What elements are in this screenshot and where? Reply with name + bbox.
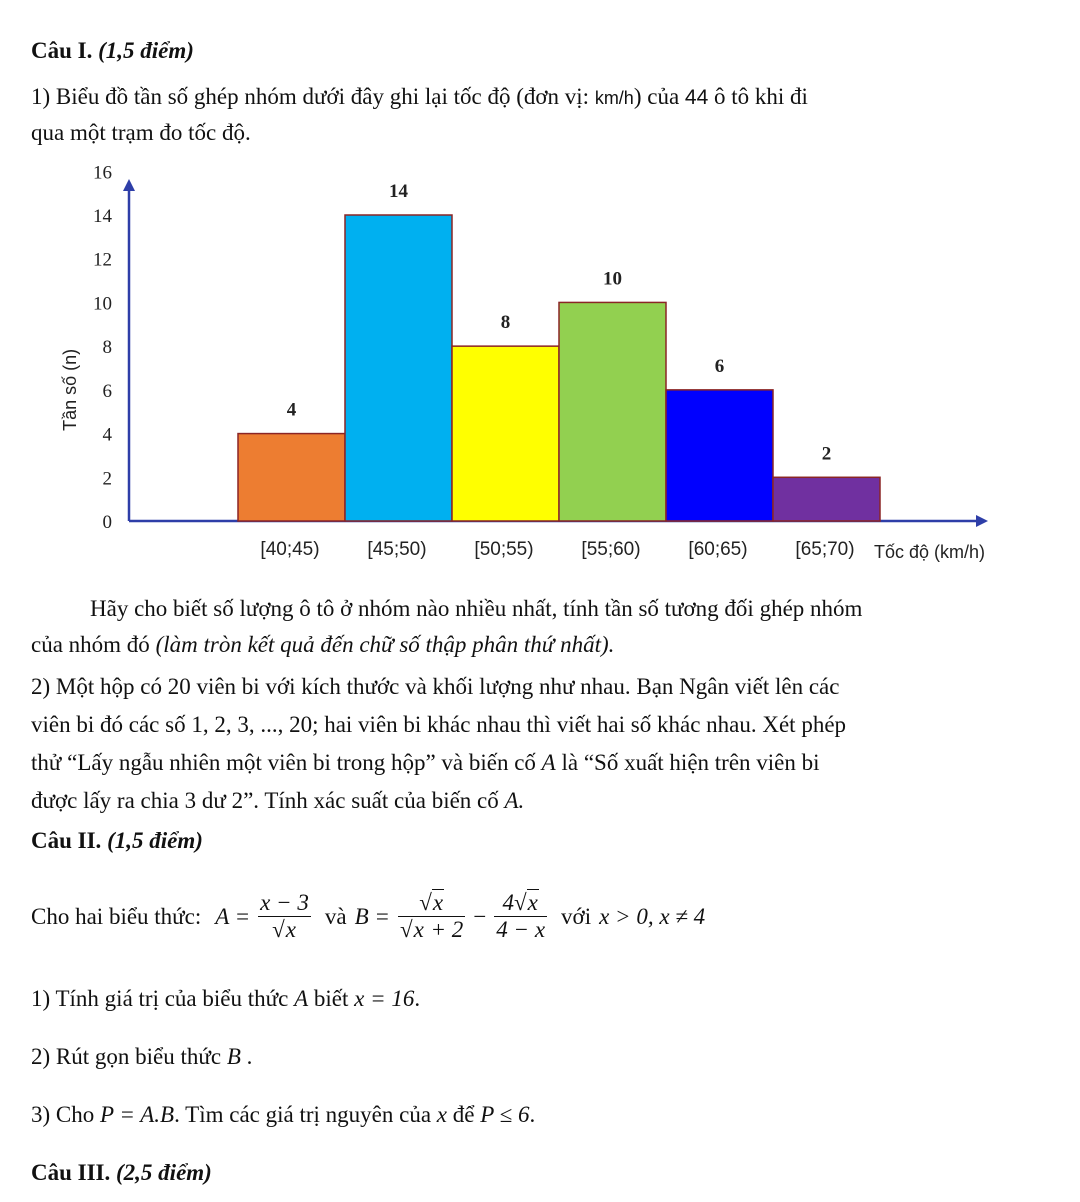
q2-i1-var: A <box>294 986 309 1011</box>
q1-ask-line2 <box>31 632 614 658</box>
y-tick-label: 14 <box>93 206 112 227</box>
q1-p2-line2: viên bi đó các số 1, 2, 3, ..., 20; hai viên bi khác nhau thì viết hai số khác nhau. Xét phép <box>31 712 847 737</box>
q2-item2 <box>31 1044 252 1070</box>
q1-p2-var-b: A. <box>504 788 525 813</box>
y-tick-label: 0 <box>102 512 112 533</box>
q2-i1-text-a: 1) Tính giá trị của biểu thức <box>31 986 289 1011</box>
q2-i2-text: 2) Rút gọn biểu thức <box>31 1044 222 1069</box>
expr-b1-numerator: √x <box>398 890 465 917</box>
y-axis-title: Tần số (n) <box>60 348 80 431</box>
q2-i2-end: . <box>246 1044 253 1069</box>
y-tick-label: 8 <box>102 337 112 359</box>
expr-b1-num-radicand: x <box>432 890 444 915</box>
q2-i3-end: . <box>529 1102 536 1127</box>
q2-points: (1,5 điểm) <box>107 828 203 853</box>
bar-value-label: 14 <box>389 181 408 202</box>
q2-i3-ineq: P ≤ 6 <box>480 1102 530 1127</box>
x-category-label: [50;55) <box>474 539 534 560</box>
histogram-bar <box>345 215 452 521</box>
x-category-label: [40;45) <box>260 539 320 560</box>
q1-p1-text-c: ô tô khi đi <box>714 84 808 109</box>
q2-expressions <box>31 890 705 943</box>
q2-i3-text-b: . Tìm các giá trị nguyên của <box>174 1102 432 1127</box>
histogram-bar <box>559 302 666 521</box>
expr-a-den-radicand: x <box>285 917 296 942</box>
expr-a-lhs: A = <box>215 903 251 929</box>
q1-p1-line1 <box>31 84 808 110</box>
q1-p2-line4 <box>31 788 524 814</box>
histogram-bar <box>666 390 773 521</box>
q1-points: (1,5 điểm) <box>98 38 194 63</box>
bar-value-label: 6 <box>714 355 725 377</box>
y-tick-label: 6 <box>102 380 112 402</box>
q2-and: và <box>324 903 347 929</box>
bar-value-label: 4 <box>286 399 297 421</box>
expr-b2-numerator: 4√x <box>494 890 547 917</box>
y-tick-label: 16 <box>93 165 112 184</box>
bar-value-label: 10 <box>603 268 622 290</box>
histogram-bar <box>773 477 880 521</box>
q2-i1-end: . <box>414 986 421 1011</box>
x-category-label: [60;65) <box>688 539 748 560</box>
expr-b-fraction-1 <box>398 890 465 943</box>
q1-p2-line1: 2) Một hộp có 20 viên bi với kích thước và khối lượng như nhau. Bạn Ngân viết lên các <box>31 674 840 699</box>
q1-p1-text-a: 1) Biểu đồ tần số ghép nhóm dưới đây ghi lại tốc độ (đơn vị: <box>31 84 590 109</box>
x-category-label: [55;60) <box>581 539 641 560</box>
q1-ask-text-a: của nhóm đó <box>31 632 150 657</box>
expr-b-fraction-2 <box>494 890 547 943</box>
histogram-bar <box>238 434 345 521</box>
q2-header <box>31 828 203 854</box>
q2-with: với <box>561 903 592 929</box>
q3-header <box>31 1160 212 1186</box>
q2-i1-text-b: biết <box>313 986 349 1011</box>
q2-i3-var: x <box>436 1102 448 1127</box>
q2-title: Câu II. <box>31 828 102 853</box>
q2-intro: Cho hai biểu thức: <box>31 903 202 929</box>
q2-item1 <box>31 986 420 1012</box>
q1-ask-text-b: (làm tròn kết quả đến chữ số thập phân thứ nhất). <box>155 632 615 657</box>
q1-p2-text-a: thử “Lấy ngẫu nhiên một viên bi trong hộp” và biến cố <box>31 750 536 775</box>
q1-p2-text-c: được lấy ra chia 3 dư 2”. Tính xác suất của biến cố <box>31 788 499 813</box>
q1-p2-line3 <box>31 750 820 776</box>
speed-histogram <box>0 165 1080 585</box>
expr-a-fraction <box>258 890 311 943</box>
bar-value-label: 8 <box>500 312 511 334</box>
q1-p2-text-b: là “Số xuất hiện trên viên bi <box>561 750 820 775</box>
y-tick-label: 10 <box>93 293 112 315</box>
expr-b-lhs: B = <box>354 903 390 929</box>
x-category-label: [65;70) <box>795 539 855 560</box>
x-axis-title: Tốc độ (km/h) <box>874 542 986 562</box>
histogram-bar <box>452 346 559 521</box>
q1-ask-line1: Hãy cho biết số lượng ô tô ở nhóm nào nhiều nhất, tính tần số tương đối ghép nhóm <box>90 596 863 621</box>
q1-p1-text-b: ) của <box>633 84 680 109</box>
expr-b-minus: − <box>473 903 487 929</box>
y-tick-label: 4 <box>102 424 112 446</box>
y-tick-label: 12 <box>93 249 112 271</box>
expr-b2-num-radicand: x <box>527 890 538 915</box>
expr-b2-denominator: 4 − x <box>496 917 546 942</box>
q1-p1-count: 44 <box>684 86 709 109</box>
q1-p2-var-a: A <box>541 750 556 775</box>
q3-title: Câu III. <box>31 1160 111 1185</box>
expr-b1-den-radicand: x <box>413 917 424 942</box>
bar-value-label: 2 <box>821 443 832 465</box>
q2-i3-eq: P = A.B <box>100 1102 175 1127</box>
q2-i3-text-a: 3) Cho <box>31 1102 95 1127</box>
q1-p1-unit: km/h <box>594 88 634 108</box>
expr-a-denominator: √x <box>272 917 296 942</box>
expr-a-numerator: x − 3 <box>260 890 309 915</box>
q1-title: Câu I. <box>31 38 93 63</box>
q2-i3-text-c: để <box>452 1102 475 1127</box>
y-axis-arrow <box>123 179 135 191</box>
q1-p1-line2: qua một trạm đo tốc độ. <box>31 120 251 145</box>
x-category-label: [45;50) <box>367 539 427 560</box>
q2-i2-var: B <box>226 1044 241 1069</box>
x-axis-arrow <box>976 515 988 527</box>
expr-b2-coef: 4 <box>502 890 514 915</box>
q2-condition: x > 0, x ≠ 4 <box>599 903 706 929</box>
expr-b1-denominator: √x + 2 <box>399 917 464 942</box>
q1-header <box>31 38 194 64</box>
q3-points: (2,5 điểm) <box>116 1160 212 1185</box>
y-tick-label: 2 <box>102 468 112 490</box>
q2-i1-eq: x = 16 <box>354 986 415 1011</box>
q2-item3 <box>31 1102 535 1128</box>
expr-b1-den-tail: + 2 <box>430 917 464 942</box>
